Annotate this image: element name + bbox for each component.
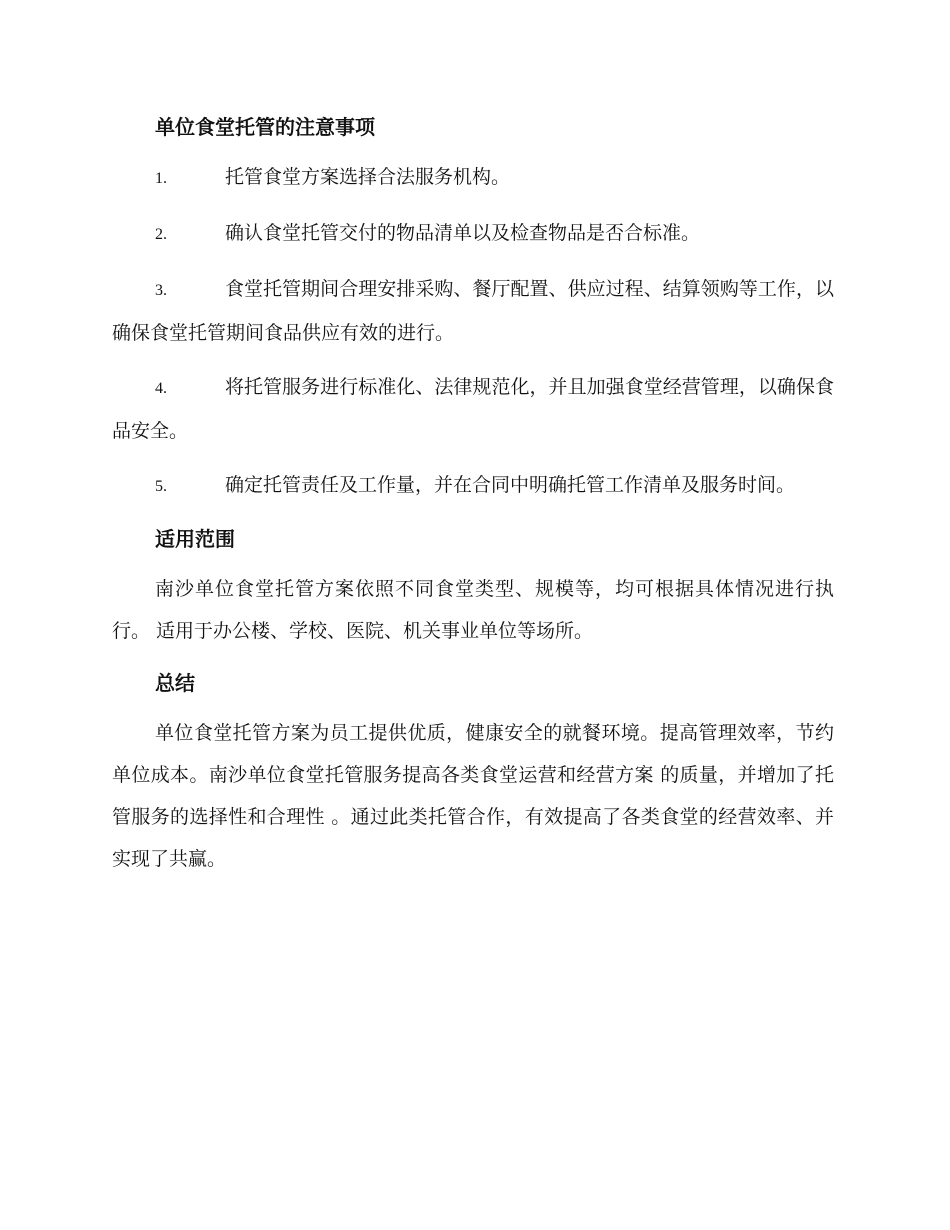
- list-item: [112, 212, 834, 256]
- list-item-text: 托管食堂方案选择合法服务机构。: [225, 166, 511, 188]
- list-item-number: 3.: [155, 282, 167, 299]
- scope-paragraph: 南沙单位食堂托管方案依照不同食堂类型、规模等，均可根据具体情况进行执行。 适用于办公楼、学校、医院、机关事业单位等场所。: [112, 578, 834, 642]
- list-item-number: 2.: [155, 226, 167, 243]
- list-item: [112, 156, 834, 200]
- list-item: [112, 366, 834, 452]
- list-item-text: 将托管服务进行标准化、法律规范化，并且加强食堂经营管理，以确保食品安全。: [112, 376, 834, 442]
- list-item-number: 1.: [155, 170, 167, 187]
- list-item-text: 确定托管责任及工作量，并在合同中明确托管工作清单及服务时间。: [225, 474, 796, 496]
- section-heading-notes: 单位食堂托管的注意事项: [155, 115, 375, 139]
- list-item: [112, 464, 834, 508]
- list-item-text: 食堂托管期间合理安排采购、餐厅配置、供应过程、结算领购等工作，以确保食堂托管期间食品供应有效的进行。: [112, 278, 834, 344]
- list-item: [112, 268, 834, 354]
- document-body: [112, 110, 834, 880]
- section-heading-summary: 总结: [155, 671, 195, 695]
- section-heading-scope: 适用范围: [155, 527, 235, 551]
- list-item-text: 确认食堂托管交付的物品清单以及检查物品是否合标准。: [225, 222, 701, 244]
- list-item-number: 4.: [155, 380, 167, 397]
- list-item-number: 5.: [155, 478, 167, 495]
- summary-paragraph: 单位食堂托管方案为员工提供优质，健康安全的就餐环境。提高管理效率，节约单位成本。南沙单位食堂托管服务提高各类食堂运营和经营方案 的质量，并增加了托管服务的选择性和合理性 。通过此类托管合作，有效提高了各类食堂的经营效率、并实现了共赢。: [112, 722, 834, 870]
